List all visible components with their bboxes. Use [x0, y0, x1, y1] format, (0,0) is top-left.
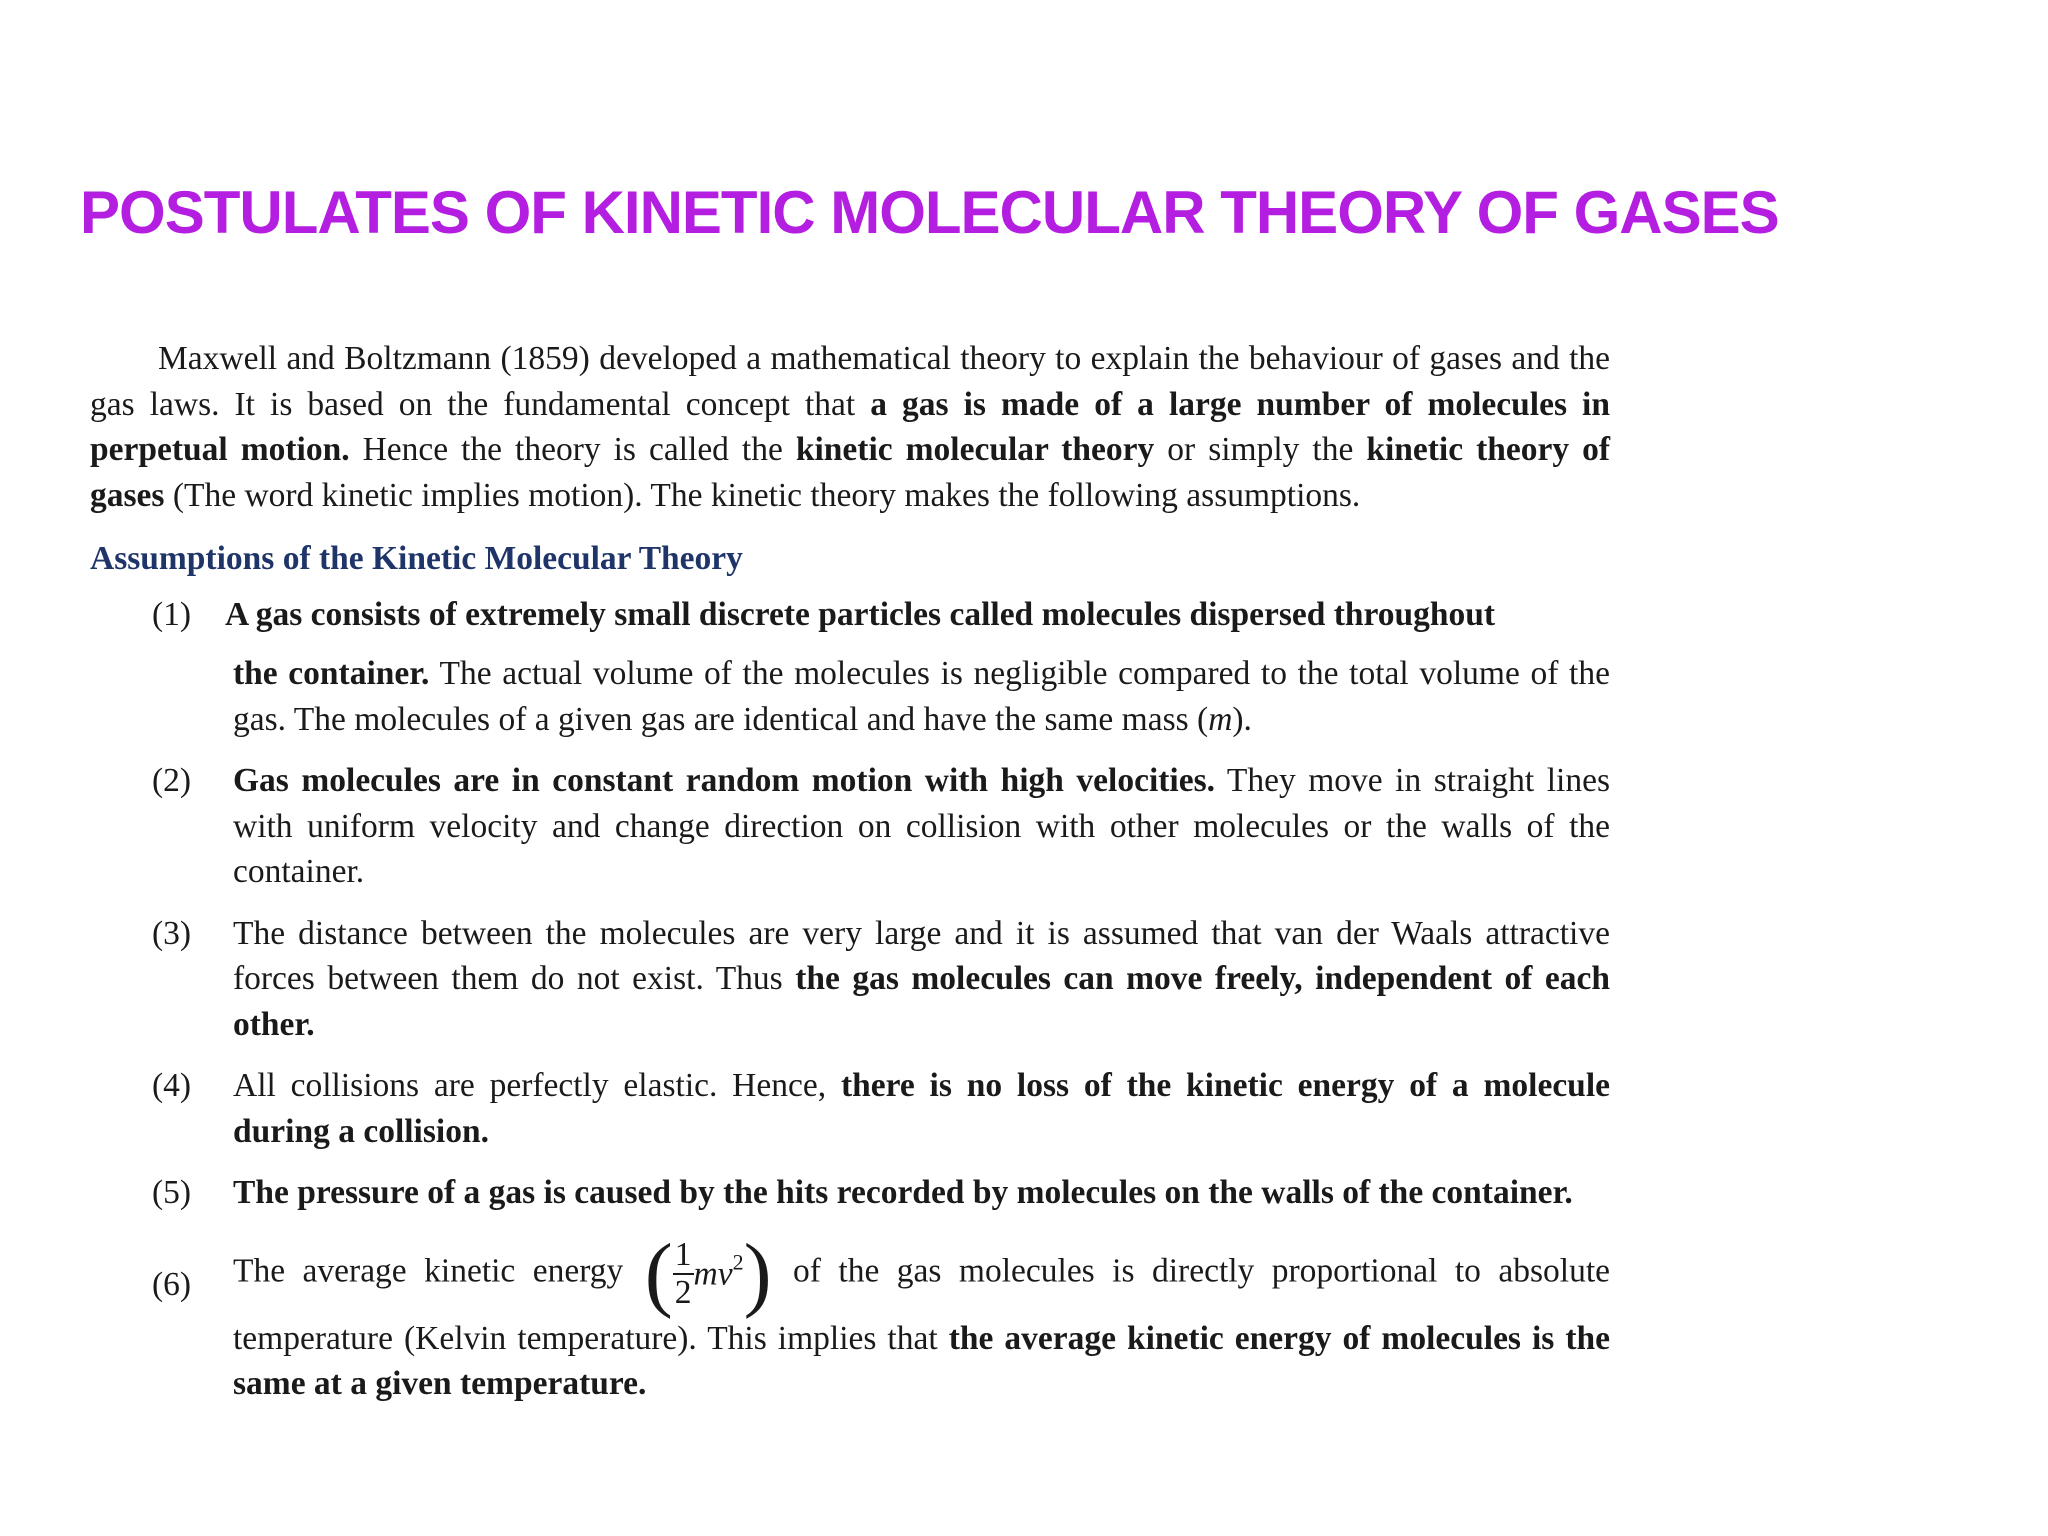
item-bold-text: there is no loss of the kinetic energy of a molecule during a collision.: [233, 1067, 1610, 1150]
item-bold-text: the gas molecules can move freely, independent of each other.: [233, 960, 1610, 1043]
item-number: (2): [152, 762, 192, 799]
section-heading: Assumptions of the Kinetic Molecular Theory: [90, 540, 743, 577]
item-text: The average kinetic energy: [233, 1252, 641, 1290]
item-text: The distance between the molecules are very large and it is assumed that van der Waals attractive forces between them do not exist. Thus: [233, 914, 1610, 997]
intro-bold-3: kinetic theory of gases: [90, 431, 1610, 514]
item-text: All collisions are perfectly elastic. Hence,: [233, 1067, 841, 1104]
slide-title: POSTULATES OF KINETIC MOLECULAR THEORY OF GASES: [80, 179, 1779, 246]
intro-text-4: (The word kinetic implies motion). The kinetic theory makes the following assumptions.: [164, 476, 1361, 514]
list-item: [90, 911, 1610, 1048]
list-item: [90, 1063, 1610, 1154]
item-number: (1): [152, 595, 192, 633]
list-item: [90, 758, 1610, 895]
item-bold-text: the container.: [233, 655, 430, 692]
item-bold-text: the average kinetic energy of molecules is the same at a given temperature.: [233, 1319, 1610, 1402]
item-bold-text: Gas molecules are in constant random motion with high velocities.: [233, 762, 1215, 799]
list-item: [90, 1170, 1610, 1216]
item-bold-lead: A gas consists of extremely small discrete particles called molecules dispersed throughout: [225, 595, 1496, 633]
list-item: [90, 1226, 1611, 1407]
right-paren: ): [743, 1226, 772, 1320]
intro-text-2: Hence the theory is called the: [349, 431, 796, 468]
item-number: (5): [152, 1174, 192, 1211]
formula-mv: mv: [693, 1254, 733, 1292]
list-item: [90, 592, 1610, 743]
item-bold-text: The pressure of a gas is caused by the hits recorded by molecules on the walls of the container.: [233, 1174, 1573, 1211]
fraction: [673, 1237, 694, 1311]
assumption-list: [90, 592, 1610, 1407]
item-text-end: ).: [1232, 700, 1252, 738]
intro-paragraph: [90, 336, 1610, 518]
item-number: (4): [152, 1067, 192, 1104]
intro-text-1: Maxwell and Boltzmann (1859) developed a mathematical theory to explain the behaviour of gases and the gas laws. It is based on the fundamental concept that: [90, 340, 1610, 423]
fraction-numerator: 1: [674, 1235, 692, 1273]
fraction-denominator: 2: [674, 1273, 692, 1311]
formula-exponent: 2: [732, 1249, 744, 1275]
intro-bold-1: a gas is made of a large number of molecules in perpetual motion.: [90, 385, 1610, 468]
item-text-2: of the gas molecules is directly proportional to absolute temperature (Kelvin temperature). This implies that: [233, 1252, 1611, 1357]
item-text: They move in straight lines with uniform velocity and change direction on collision with other molecules or the walls of the container.: [233, 762, 1610, 890]
mass-variable: m: [1208, 700, 1233, 738]
item-text: The actual volume of the molecules is negligible compared to the total volume of the gas. The molecules of a given gas are identical and have the same mass (: [233, 655, 1610, 738]
kinetic-energy-formula: [644, 1226, 772, 1320]
item-number: (3): [152, 914, 192, 952]
item-number: (6): [152, 1265, 192, 1303]
intro-text-3: or simply the: [1154, 431, 1367, 468]
left-paren: (: [644, 1226, 673, 1320]
document-body: [90, 336, 1610, 1423]
intro-bold-2: kinetic molecular theory: [795, 431, 1155, 468]
